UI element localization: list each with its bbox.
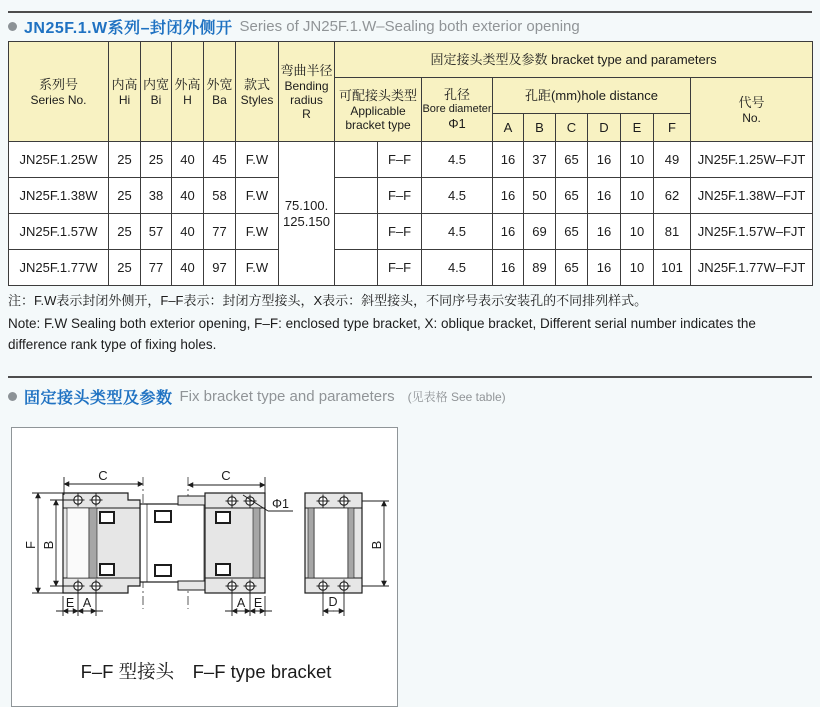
cell-c: 65 [556, 142, 588, 178]
header-code: 代号 No. [691, 78, 813, 142]
cell-bracket-type: F–F [378, 178, 422, 214]
cell-bore: 4.5 [422, 214, 493, 250]
side-view-piece [305, 493, 362, 593]
cell-e: 10 [621, 250, 654, 286]
section2-title-en: Fix bracket type and parameters [179, 388, 395, 405]
middle-link [140, 504, 211, 582]
header-bore-diameter: 孔径 Bore diameter Φ1 [422, 78, 493, 142]
table-row [9, 214, 813, 250]
cell-d: 16 [588, 178, 621, 214]
top-rule [8, 11, 812, 13]
cell-c: 65 [556, 250, 588, 286]
cell-hi: 25 [109, 250, 141, 286]
cell-a: 16 [493, 250, 524, 286]
note-zh: 注：F.W表示封闭外侧开，F–F表示：封闭方型接头，X表示：斜型接头，不同序号表示安装孔的不同排列样式。 [8, 293, 648, 308]
cell-a: 16 [493, 214, 524, 250]
header-bending-radius: 弯曲半径 Bending radius R [279, 42, 335, 142]
cell-bi: 57 [141, 214, 172, 250]
section-divider-rule [8, 376, 812, 378]
cell-e: 10 [621, 214, 654, 250]
dim-label-d: D [328, 595, 338, 609]
header-h: 外高 H [172, 42, 204, 142]
header-hole-f: F [654, 114, 691, 142]
cell-b: 37 [524, 142, 556, 178]
cell-ba: 58 [204, 178, 236, 214]
cell-h: 40 [172, 214, 204, 250]
notes-block [8, 291, 812, 355]
cell-a: 16 [493, 178, 524, 214]
cell-code: JN25F.1.57W–FJT [691, 214, 813, 250]
bullet-icon [8, 22, 17, 31]
cell-c: 65 [556, 214, 588, 250]
header-hole-d: D [588, 114, 621, 142]
section2-title [8, 385, 506, 408]
cell-h: 40 [172, 250, 204, 286]
cell-ba: 77 [204, 214, 236, 250]
cell-code: JN25F.1.38W–FJT [691, 178, 813, 214]
cell-bending-radius: 75.100. 125.150 [279, 142, 335, 286]
dim-label-f: F [23, 541, 38, 549]
cell-b: 69 [524, 214, 556, 250]
cell-h: 40 [172, 142, 204, 178]
cell-style: F.W [236, 178, 279, 214]
header-hole-b: B [524, 114, 556, 142]
cell-code: JN25F.1.25W–FJT [691, 142, 813, 178]
cell-c: 65 [556, 178, 588, 214]
dim-label-a-left: A [82, 596, 92, 610]
header-bi: 内宽 Bi [141, 42, 172, 142]
cell-bracket-blank [335, 214, 378, 250]
cell-series: JN25F.1.25W [9, 142, 109, 178]
dim-label-b-left: B [41, 540, 56, 550]
cell-e: 10 [621, 178, 654, 214]
header-series: 系列号 Series No. [9, 42, 109, 142]
drawing-panel [11, 427, 398, 707]
section1-title [8, 15, 580, 38]
cell-series: JN25F.1.38W [9, 178, 109, 214]
header-hole-e: E [621, 114, 654, 142]
cell-style: F.W [236, 142, 279, 178]
cell-d: 16 [588, 250, 621, 286]
header-bracket-group: 固定接头类型及参数 bracket type and parameters [335, 42, 813, 78]
cell-h: 40 [172, 178, 204, 214]
dim-label-phi1: Φ1 [272, 497, 289, 511]
note-en: Note: F.W Sealing both exterior opening, F–F: enclosed type bracket, X: oblique bracket, Different serial number indicates the difference rank type of fixing holes. [8, 316, 756, 352]
cell-a: 16 [493, 142, 524, 178]
dim-label-e-right: E [253, 596, 263, 610]
spec-table [8, 41, 813, 286]
header-hole-a: A [493, 114, 524, 142]
cell-f: 81 [654, 214, 691, 250]
cell-bi: 77 [141, 250, 172, 286]
cell-style: F.W [236, 250, 279, 286]
cell-d: 16 [588, 214, 621, 250]
cell-f: 101 [654, 250, 691, 286]
cell-hi: 25 [109, 178, 141, 214]
section1-title-en: Series of JN25F.1.W–Sealing both exterior opening [239, 18, 580, 35]
cell-f: 62 [654, 178, 691, 214]
dim-label-a-right: A [236, 596, 246, 610]
cell-bracket-blank [335, 250, 378, 286]
cell-ba: 45 [204, 142, 236, 178]
section2-see-table: (见表格 See table) [407, 390, 506, 404]
section1-title-zh: JN25F.1.W系列–封闭外侧开 [24, 20, 233, 37]
header-styles: 款式 Styles [236, 42, 279, 142]
bracket-drawing [12, 428, 397, 699]
table-row [9, 178, 813, 214]
cell-bi: 38 [141, 178, 172, 214]
cell-f: 49 [654, 142, 691, 178]
dim-label-c-right: C [221, 468, 231, 483]
drawing-caption: F–F 型接头 F–F type bracket [80, 661, 332, 682]
left-link-plate [63, 493, 140, 593]
cell-bracket-blank [335, 142, 378, 178]
header-ba: 外宽 Ba [204, 42, 236, 142]
cell-bi: 25 [141, 142, 172, 178]
bullet-icon [8, 392, 17, 401]
cell-bore: 4.5 [422, 178, 493, 214]
cell-d: 16 [588, 142, 621, 178]
cell-style: F.W [236, 214, 279, 250]
section2-title-zh: 固定接头类型及参数 [24, 390, 173, 407]
table-row [9, 250, 813, 286]
cell-bracket-type: F–F [378, 214, 422, 250]
cell-bracket-blank [335, 178, 378, 214]
header-hole-distance: 孔距(mm)hole distance [493, 78, 691, 114]
cell-bore: 4.5 [422, 142, 493, 178]
cell-b: 89 [524, 250, 556, 286]
header-hole-c: C [556, 114, 588, 142]
cell-ba: 97 [204, 250, 236, 286]
cell-bracket-type: F–F [378, 250, 422, 286]
dim-label-b-right: B [369, 540, 384, 550]
cell-series: JN25F.1.57W [9, 214, 109, 250]
header-hi: 内高 Hi [109, 42, 141, 142]
cell-hi: 25 [109, 214, 141, 250]
cell-b: 50 [524, 178, 556, 214]
cell-code: JN25F.1.77W–FJT [691, 250, 813, 286]
header-applicable-bracket: 可配接头类型 Applicable bracket type [335, 78, 422, 142]
cell-bracket-type: F–F [378, 142, 422, 178]
dim-label-c-left: C [98, 468, 108, 483]
cell-bore: 4.5 [422, 250, 493, 286]
dim-label-e-left: E [65, 596, 75, 610]
table-row [9, 142, 813, 178]
cell-series: JN25F.1.77W [9, 250, 109, 286]
cell-e: 10 [621, 142, 654, 178]
cell-hi: 25 [109, 142, 141, 178]
